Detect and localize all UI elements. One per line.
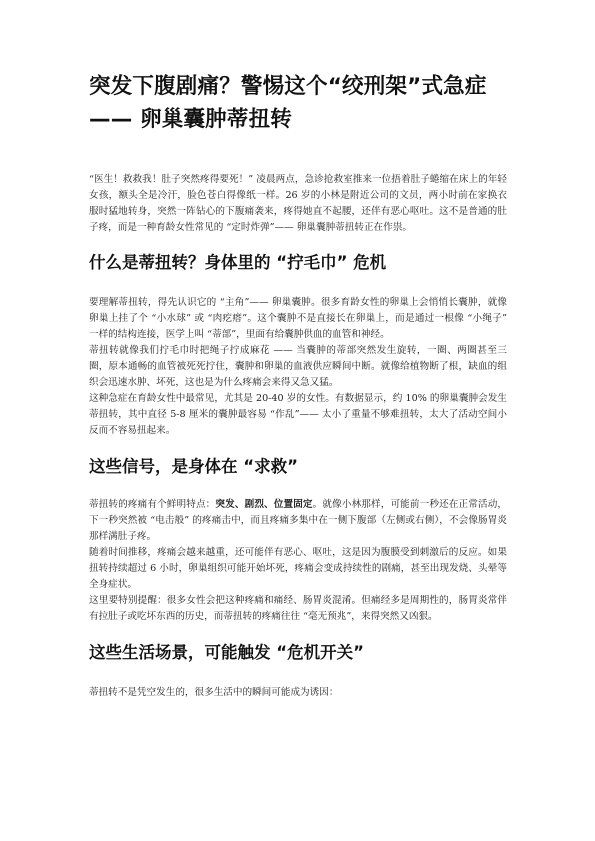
section1-paragraph-2: 蒂扭转就像我们拧毛巾时把绳子拧成麻花 —— 当囊肿的蒂部突然发生旋转，一圈、两圈甚至三圈，原本通畅的血管被死死拧住，囊肿和卵巢的血液供应瞬间中断。就像给植物断了根，缺血的组织会迅速水肿、坏死，这也是为什么疼痛会来得又急又猛。 xyxy=(89,345,507,388)
section2-paragraph-1 xyxy=(89,497,507,545)
section2-p1-lead: 蒂扭转的疼痛有个鲜明特点： xyxy=(89,499,216,510)
article-title: 突发下腹剧痛？警惕这个“绞刑架”式急症 —— 卵巢囊肿蒂扭转 xyxy=(89,74,487,132)
section1-heading: 什么是蒂扭转？身体里的 “拧毛巾” 危机 xyxy=(89,253,387,272)
section2-p1-rest: 。就像小林那样，可能前一秒还在正常活动，下一秒突然被 “电击般” 的疼痛击中，而且疼痛多集中在一侧下腹部（左侧或右侧），不会像肠胃炎那样满肚子疼。 xyxy=(89,499,508,542)
section3-heading: 这些生活场景，可能触发 “危机开关” xyxy=(89,643,364,662)
section2-body xyxy=(89,497,507,625)
section1-paragraph-1: 要理解蒂扭转，得先认识它的 “主角”—— 卵巢囊肿。很多育龄女性的卵巢上会悄悄长囊肿，就像卵巢上挂了个 “小水球” 或 “肉疙瘩”。这个囊肿不是直接长在卵巢上，而是通过一根像 “小绳子” 一样的结构连接，医学上叫 “蒂部”，里面有给囊肿供血的血管和神经。 xyxy=(89,297,507,340)
section2-paragraph-3: 这里要特别提醒：很多女性会把这种疼痛和痛经、肠胃炎混淆。但痛经多是周期性的，肠胃炎常伴有拉肚子或吃坏东西的历史，而蒂扭转的疼痛往往 “毫无预兆”，来得突然又凶狠。 xyxy=(89,595,507,622)
section1-paragraph-3: 这种急症在育龄女性中最常见，尤其是 20-40 岁的女性。有数据显示，约 10% 的卵巢囊肿会发生蒂扭转，其中直径 5-8 厘米的囊肿最容易 “作乱”—— 太小了重量不够难扭转，太大了活动空间小反而不容易扭起来。 xyxy=(89,393,507,436)
section3-paragraph-1: 蒂扭转不是凭空发生的，很多生活中的瞬间可能成为诱因： xyxy=(89,687,339,698)
section2-heading: 这些信号，是身体在 “求救” xyxy=(89,457,298,476)
section2-paragraph-2: 随着时间推移，疼痛会越来越重，还可能伴有恶心、呕吐，这是因为腹膜受到刺激后的反应。如果扭转持续超过 6 小时，卵巢组织可能开始坏死，疼痛会变成持续性的剧痛，甚至出现发烧、头晕等全身症状。 xyxy=(89,547,507,590)
section2-p1-emphasis: 突发、剧烈、位置固定 xyxy=(215,499,313,510)
intro-paragraph: “医生！救救我！肚子突然疼得要死！” 凌晨两点，急诊抢救室推来一位捂着肚子蜷缩在床上的年轻女孩，额头全是冷汗，脸色苍白得像纸一样。26 岁的小林是附近公司的文员，两小时前在家换衣服时猛地转身，突然一阵钻心的下腹痛袭来，疼得她直不起腰，还伴有恶心呕吐。这不是普通的肚子疼，而是一种育龄女性常见的 “定时炸弹”—— 卵巢囊肿蒂扭转正在作祟。 xyxy=(89,174,507,233)
section1-body xyxy=(89,295,507,439)
